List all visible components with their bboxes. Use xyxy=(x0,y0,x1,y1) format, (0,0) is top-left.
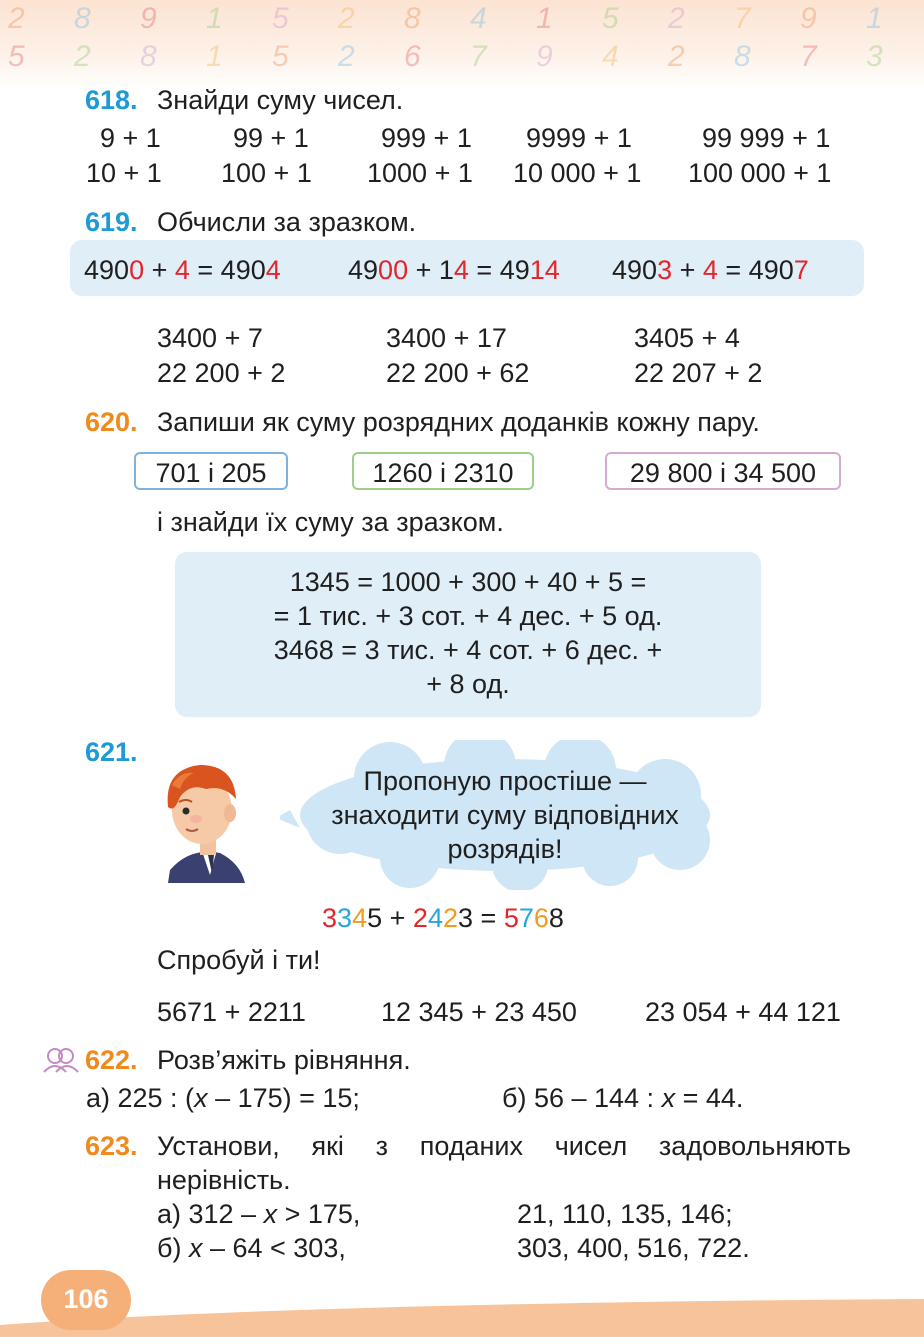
equation-segment: 4 xyxy=(427,903,443,933)
equation-text: б) 56 – 144 : xyxy=(502,1083,662,1113)
boy-illustration xyxy=(150,755,250,885)
equation-segment: 7 xyxy=(793,255,809,285)
values-b: 303, 400, 516, 722. xyxy=(517,1233,750,1263)
variable: x xyxy=(194,1083,208,1113)
exercise-622-title: Розв’яжіть рівняння. xyxy=(157,1045,411,1075)
equation-segment: 5 xyxy=(367,903,383,933)
exercise-618-title: Знайди суму чисел. xyxy=(157,85,404,115)
equation-segment: 6 xyxy=(533,903,549,933)
number-pair-box: 1260 і 2310 xyxy=(352,452,534,490)
expression: 22 200 + 2 xyxy=(157,358,286,388)
equation-segment: 00 xyxy=(378,255,409,285)
variable: x xyxy=(263,1199,278,1229)
expression: 12 345 + 23 450 xyxy=(381,997,577,1027)
equation-segment: 4 xyxy=(265,255,281,285)
header-digit: 2 xyxy=(74,40,91,73)
equation-segment: 2 xyxy=(442,903,458,933)
header-digit: 5 xyxy=(602,2,619,35)
expression: 3400 + 7 xyxy=(157,323,263,353)
try-text: Спробуй і ти! xyxy=(157,945,321,975)
values-a: 21, 110, 135, 146; xyxy=(517,1199,733,1229)
expression: 23 054 + 44 121 xyxy=(645,997,841,1027)
equation-segment: 3 xyxy=(337,903,353,933)
exercise-621-number: 621. xyxy=(85,737,138,767)
expression: 1000 + 1 xyxy=(367,158,473,188)
variable: x xyxy=(188,1233,203,1263)
header-digit: 1 xyxy=(536,2,553,35)
expression: 10 + 1 xyxy=(86,158,162,188)
header-digit: 1 xyxy=(206,40,223,73)
expression: 100 000 + 1 xyxy=(688,158,832,188)
equation-segment: = 49 xyxy=(468,255,530,285)
exercise-623-number: 623. xyxy=(85,1131,138,1161)
header-decoration xyxy=(0,0,924,90)
header-digit: 8 xyxy=(404,2,421,35)
expression: 100 + 1 xyxy=(221,158,312,188)
equation-segment: 490 xyxy=(612,255,658,285)
example-line: 1345 = 1000 + 300 + 40 + 5 = xyxy=(289,567,647,597)
header-digit: 9 xyxy=(800,2,817,35)
expression: 3400 + 17 xyxy=(386,323,507,353)
header-digit: 8 xyxy=(74,2,91,35)
expression: 22 207 + 2 xyxy=(634,358,763,388)
variable: x xyxy=(661,1083,676,1113)
number-pair-box: 29 800 і 34 500 xyxy=(605,452,841,490)
header-digit: 8 xyxy=(140,40,157,73)
example-line: 3468 = 3 тис. + 4 сот. + 6 дес. + xyxy=(273,635,663,665)
equation-segment: 4 xyxy=(352,903,368,933)
number-pair-box: 701 і 205 xyxy=(134,452,288,490)
exercise-620-number: 620. xyxy=(85,407,138,437)
header-digit: 4 xyxy=(602,40,619,73)
equation-segment: + xyxy=(144,255,175,285)
equation-segment: 4 xyxy=(453,255,469,285)
equation-segment: + xyxy=(382,903,413,933)
header-digit: 7 xyxy=(800,40,817,73)
sample-equation-1 xyxy=(84,254,281,286)
equation-segment: 3 xyxy=(458,903,474,933)
footer-wave xyxy=(0,1297,924,1337)
equation-a xyxy=(86,1082,360,1114)
header-digit: 6 xyxy=(404,40,421,73)
equation-segment: 4 xyxy=(702,255,718,285)
equation-text: – 175) = 15; xyxy=(207,1083,360,1113)
expression: 5671 + 2211 xyxy=(157,997,306,1027)
inequality-a xyxy=(157,1198,360,1230)
equation-segment: 5 xyxy=(503,903,519,933)
expression: 9999 + 1 xyxy=(526,123,632,153)
header-digit: 2 xyxy=(668,2,685,35)
equation-text: а) 225 : ( xyxy=(86,1083,195,1113)
header-digit: 1 xyxy=(866,2,883,35)
header-digit: 3 xyxy=(866,40,883,73)
page-number: 106 xyxy=(41,1270,131,1330)
example-line: = 1 тис. + 3 сот. + 4 дес. + 5 од. xyxy=(273,601,663,631)
header-digit: 5 xyxy=(272,40,289,73)
exercise-623-title-line2: нерівність. xyxy=(157,1165,291,1195)
equation-segment: + xyxy=(672,255,703,285)
equation-segment: = 490 xyxy=(717,255,794,285)
speech-line: Пропоную простіше — xyxy=(363,766,647,796)
exercise-620-subtitle: і знайди їх суму за зразком. xyxy=(157,507,504,537)
equation-segment: 3 xyxy=(657,255,673,285)
expression: 999 + 1 xyxy=(381,123,472,153)
header-digit: 2 xyxy=(8,2,25,35)
equation-segment: 49 xyxy=(348,255,379,285)
expression: 10 000 + 1 xyxy=(513,158,642,188)
inequality-text: б) xyxy=(157,1233,189,1263)
expression: 22 200 + 62 xyxy=(386,358,530,388)
header-digit: 2 xyxy=(338,40,355,73)
equation-segment: 3 xyxy=(322,903,338,933)
exercise-619-number: 619. xyxy=(85,207,138,237)
pair-work-icon xyxy=(42,1046,80,1074)
equation-segment: = 490 xyxy=(189,255,266,285)
header-digit: 4 xyxy=(470,2,487,35)
exercise-618-number: 618. xyxy=(85,85,138,115)
header-digit: 9 xyxy=(536,40,553,73)
header-digit: 8 xyxy=(734,40,751,73)
equation-segment: 490 xyxy=(84,255,130,285)
equation-segment: + 1 xyxy=(408,255,454,285)
exercise-623-title-line1: Установи, які з поданих чисел задовольняють xyxy=(157,1131,851,1161)
expression: 99 999 + 1 xyxy=(702,123,831,153)
header-digit: 2 xyxy=(338,2,355,35)
equation-segment: 14 xyxy=(529,255,560,285)
equation-b xyxy=(502,1082,743,1114)
header-digit: 5 xyxy=(272,2,289,35)
header-digit: 1 xyxy=(206,2,223,35)
equation-segment: 7 xyxy=(518,903,534,933)
speech-line: розрядів! xyxy=(447,834,563,864)
equation-segment: 8 xyxy=(548,903,564,933)
speech-line: знаходити суму відповідних xyxy=(331,800,679,830)
header-digit: 7 xyxy=(470,40,487,73)
expression: 3405 + 4 xyxy=(634,323,740,353)
inequality-b xyxy=(157,1232,346,1264)
equation-segment: 0 xyxy=(129,255,145,285)
header-digit: 5 xyxy=(8,40,25,73)
exercise-619-title: Обчисли за зразком. xyxy=(157,207,417,237)
expression: 99 + 1 xyxy=(233,123,309,153)
inequality-text: > 175, xyxy=(277,1199,361,1229)
header-digit: 7 xyxy=(734,2,751,35)
exercise-622-number: 622. xyxy=(85,1045,138,1075)
sample-equation-2 xyxy=(348,254,560,286)
expression: 9 + 1 xyxy=(100,123,161,153)
header-digit: 2 xyxy=(668,40,685,73)
equation-text: = 44. xyxy=(675,1083,744,1113)
example-line: + 8 од. xyxy=(426,669,510,699)
exercise-620-title: Запиши як суму розрядних доданків кожну пару. xyxy=(157,407,760,437)
inequality-text: а) 312 – xyxy=(157,1199,264,1229)
header-digit: 9 xyxy=(140,2,157,35)
colored-equation xyxy=(322,902,564,934)
sample-equation-3 xyxy=(612,254,809,286)
inequality-text: – 64 < 303, xyxy=(202,1233,346,1263)
speech-text xyxy=(280,764,730,866)
equation-segment: 2 xyxy=(412,903,428,933)
equation-segment: 4 xyxy=(174,255,190,285)
equation-segment: = xyxy=(473,903,504,933)
example-text xyxy=(175,565,761,701)
